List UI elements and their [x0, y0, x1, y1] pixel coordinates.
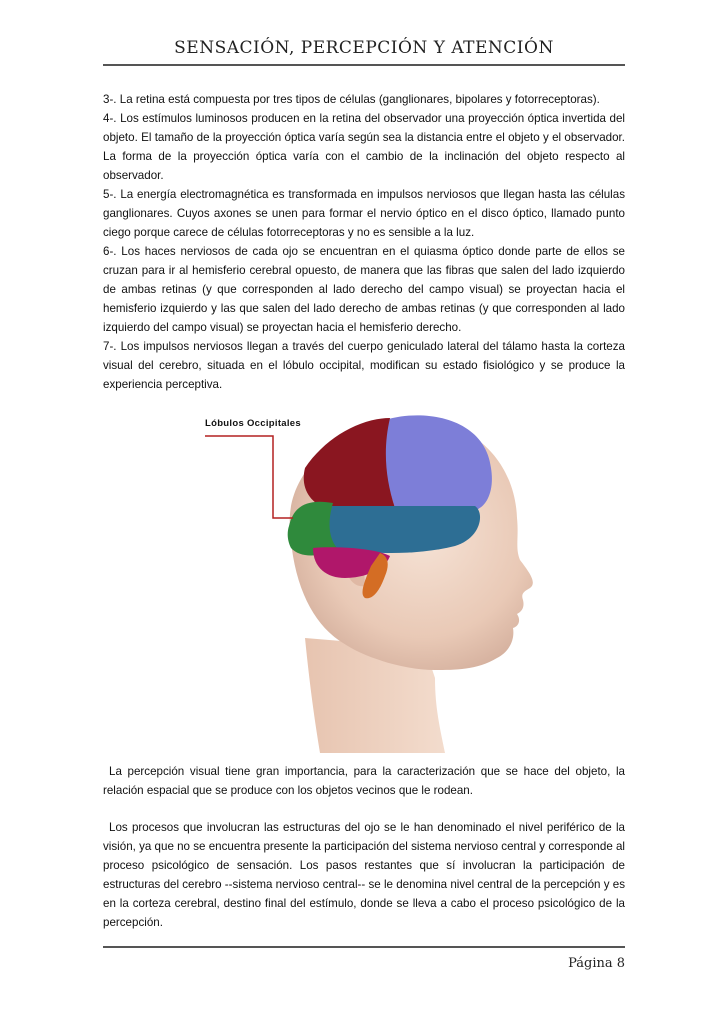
page-header-title: SENSACIÓN, PERCEPCIÓN Y ATENCIÓN	[174, 38, 554, 58]
figure-label-occipital: Lóbulos Occipitales	[205, 418, 301, 429]
step-7: 7-. Los impulsos nerviosos llegan a través del cuerpo geniculado lateral del tálamo hasta la corteza visual del cerebro, situada en el lóbulo occipital, modifican su estado fisiológico y se produce la experiencia perceptiva.	[103, 340, 625, 391]
numbered-steps	[103, 90, 625, 394]
step-6: 6-. Los haces nerviosos de cada ojo se encuentran en el quiasma óptico donde parte de ellos se cruzan para ir al hemisferio cerebral opuesto, de manera que las fibras que salen del lado izquierdo de ambas retinas (y que corresponden al lado derecho del campo visual) se proyectan hacia el hemisferio izquierdo y las que salen del lado derecho de ambas retinas (y que corresponden al lado izquierdo del campo visual) se proyectan hacia el hemisferio derecho.	[103, 245, 625, 334]
paragraph-levels: Los procesos que involucran las estructuras del ojo se le han denominado el nivel periférico de la visión, ya que no se encuentra presente la participación del sistema nervioso central y corresponde al proceso psicológico de sensación. Los pasos restantes que sí involucran la participación de estructuras del cerebro --sistema nervioso central-- se le denomina nivel central de la percepción y es en la corteza cerebral, destino final del estímulo, donde se lleva a cabo el proceso psicológico de la percepción.	[103, 821, 626, 929]
brain-lobes-illustration	[185, 408, 545, 753]
header-divider	[103, 64, 625, 66]
step-4: 4-. Los estímulos luminosos producen en la retina del observador una proyección óptica invertida del objeto. El tamaño de la proyección óptica varía según sea la distancia entre el objeto y el observador. La forma de la proyección óptica varía con el cambio de la inclinación del objeto respecto al observador.	[103, 112, 625, 182]
body-paragraphs	[103, 762, 625, 950]
footer-divider	[103, 946, 625, 948]
paragraph-visual-perception: La percepción visual tiene gran importancia, para la caracterización que se hace del objeto, la relación espacial que se produce con los objetos vecinos que le rodean.	[103, 765, 625, 797]
page-number: Página 8	[568, 956, 625, 971]
step-5: 5-. La energía electromagnética es transformada en impulsos nerviosos que llegan hasta las células ganglionares. Cuyos axones se unen para formar el nervio óptico en el disco óptico, llamado punto ciego porque carece de células fotorreceptoras y no es sensible a la luz.	[103, 188, 625, 239]
step-3: 3-. La retina está compuesta por tres tipos de células (ganglionares, bipolares y fotorreceptoras).	[103, 93, 600, 106]
